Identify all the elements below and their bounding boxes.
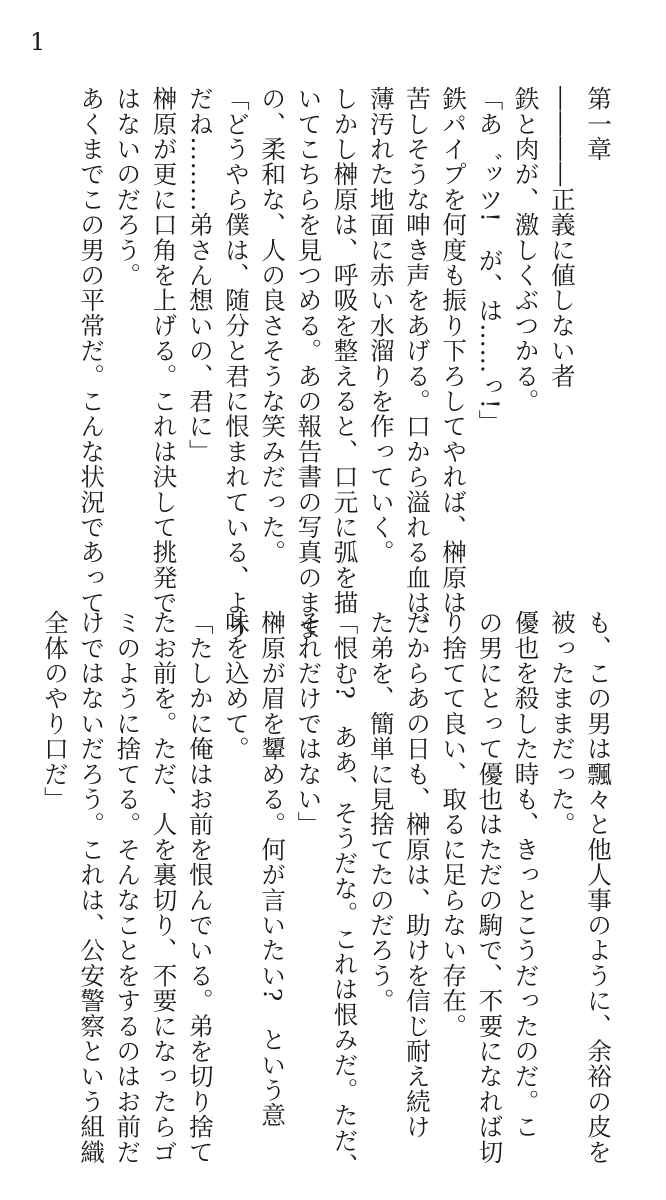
text-line: いてこちらを見つめる。あの報告書の写真のまま xyxy=(294,86,324,641)
text-line: 榊原が眉を顰める。何が言いたい? という意 xyxy=(258,610,288,1128)
text-line: だからあの日も、榊原は、助けを信じ耐え続け xyxy=(402,610,432,1140)
text-line: 「どうやら僕は、随分と君に恨まれている、よう xyxy=(221,86,251,641)
chapter-subtitle: ――――正義に値しない者 xyxy=(547,86,577,389)
text-line: 鉄パイプを何度も振り下ろしてやれば、榊原は xyxy=(439,86,469,616)
text-line: けではないだろう。これは、公安警察という組織 xyxy=(77,610,107,1165)
text-line: 被ったままだった。 xyxy=(547,610,577,837)
text-line: の男にとって優也はただの駒で、不要になれば切 xyxy=(475,610,505,1165)
text-line: も、この男は飄々と他人事のように、余裕の皮を xyxy=(584,610,613,1165)
text-line: ミのように捨てる。そんなことをするのはお前だ xyxy=(113,610,143,1165)
text-section-top xyxy=(73,86,616,641)
text-line: り捨てて良い、取るに足らない存在。 xyxy=(439,610,469,1039)
chapter-heading: 第一章 xyxy=(584,86,613,162)
text-line: 「あ゛ッツ! が、は……っ!」 xyxy=(475,86,505,435)
text-line: それだけではない」 xyxy=(294,610,324,837)
text-line: しかし榊原は、呼吸を整えると、口元に弧を描 xyxy=(330,86,360,616)
text-line: はないのだろう。 xyxy=(113,86,143,288)
text-line: 優也を殺した時も、きっとこうだったのだ。こ xyxy=(511,610,541,1140)
text-line: た弟を、簡単に見捨てたのだろう。 xyxy=(366,610,396,1014)
text-line: あくまでこの男の平常だ。こんな状況であって xyxy=(77,86,107,616)
text-line: 苦しそうな呻き声をあげる。口から溢れる血は、 xyxy=(402,86,432,641)
text-line: の、柔和な、人の良さそうな笑みだった。 xyxy=(258,86,288,565)
text-line: 「たしかに俺はお前を恨んでいる。弟を切り捨て xyxy=(185,610,215,1165)
text-line: 榊原が更に口角を上げる。これは決して挑発で xyxy=(149,86,179,616)
text-line: 「恨む? ああ、そうだな。これは恨みだ。ただ、 xyxy=(330,610,360,1179)
text-line: 薄汚れた地面に赤い水溜りを作っていく。 xyxy=(366,86,396,565)
text-line: たお前を。ただ、人を裏切り、不要になったらゴ xyxy=(149,610,179,1165)
text-line: 全体のやり口だ」 xyxy=(40,610,70,812)
text-section-bottom xyxy=(37,610,616,1179)
text-line: 鉄と肉が、激しくぶつかる。 xyxy=(511,86,541,414)
text-line: だね………弟さん想いの、君に」 xyxy=(185,86,215,464)
text-line: 味を込めて。 xyxy=(221,610,251,762)
page-number: 1 xyxy=(30,28,46,56)
